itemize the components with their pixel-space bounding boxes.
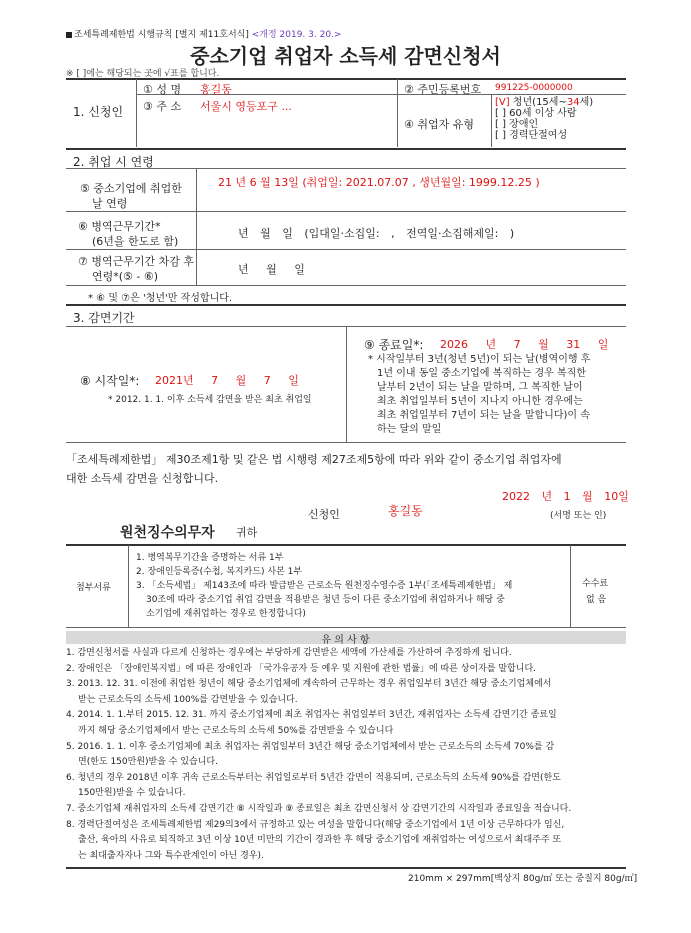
sign-note: (서명 또는 인) (550, 511, 607, 521)
sign-name[interactable]: 홍길동 (388, 504, 423, 518)
sign-label: 신청인 (308, 508, 340, 521)
notes-title: 유 의 사 항 (321, 635, 370, 646)
age-section-label: 2. 취업 시 연령 (73, 155, 154, 169)
address-value: 서울시 영등포구 ... (200, 100, 292, 113)
page-title: 중소기업 취업자 소득세 감면신청서 (190, 44, 501, 68)
row6-label-1: ⑥ 병역근무기간* (78, 220, 161, 233)
recipient: 원천징수의무자 (120, 525, 215, 541)
fee-label: 수수료 (582, 579, 609, 589)
type-option-career-break[interactable]: [ ] 경력단절여성 (495, 130, 568, 141)
name-label: ① 성 명 (143, 83, 182, 96)
row7-label-1: ⑦ 병역근무기간 차감 후 (78, 255, 194, 268)
type-option-senior[interactable]: [ ] 60세 이상 사람 (495, 108, 577, 119)
age-footnote: * ⑥ 및 ⑦은 '청년'만 작성합니다. (88, 293, 233, 304)
attachments-list: 1. 병역복무기간을 증명하는 서류 1부 2. 장애인등록증(수첩, 복지카드) 사본 1부 3. 「소득세법」 제143조에 따라 발급받은 근로소득 원천징수영수증 1부(「조세특례제한법」 제 30조에 따라 중소기업 취업 감면을 적용받은 청년 등이 다른 중소기업에 취업하거나 해당 중 소기업에 재취업하는 경우로 한정합니다) (136, 553, 513, 619)
row7-value: 년 월 일 (238, 263, 305, 276)
row7-label-2: 연령*(⑤ - ⑥) (92, 270, 159, 283)
recipient-suffix: 귀하 (236, 526, 258, 539)
type-option-youth[interactable]: [V] 청년(15세~34세) (495, 97, 594, 108)
rrn-value: 991225-0000000 (495, 83, 573, 93)
worker-type-label: ④ 취업자 유형 (404, 118, 474, 131)
paper-spec: 210mm × 297mm[백상지 80g/㎡ 또는 중질지 80g/㎡] (408, 874, 638, 884)
row6-value: 년 월 일 (입대일·소집일: , 전역일·소집해제일: ) (238, 227, 515, 240)
regulation-text: 조세특례제한법 시행규칙 [별지 제11호서식] (74, 30, 249, 40)
declaration-line-1: 「조세특례제한법」 제30조제1항 및 같은 법 시행령 제27조제5항에 따라 위와 같이 중소기업 취업자에 (66, 453, 562, 466)
declaration-date: 2022 년 1 월 10일 (502, 490, 629, 503)
end-label: ⑨ 종료일*: (364, 338, 424, 352)
fee-value: 없 음 (586, 595, 607, 605)
notes-list: 1. 감면신청서를 사실과 다르게 신청하는 경우에는 부당하게 감면받은 세액에 가산세를 가산하여 추징하게 됩니다. 2. 장애인은 「장애인복지법」에 따른 장애인과 「국가유공자 등 예우 및 지원에 관한 법률」에 따른 상이자를 말합니다. 3. 2013. 12. 31. 이전에 취업한 청년이 해당 중소기업체에 계속하여 근무하는 경우 취업일부터 3년간 해당 중소기업체에서 받는 근로소득의 소득세 100%를 감면받을 수 있습니다. 4. 2014. 1. 1.부터 2015. 12. 31. 까지 중소기업체에 최초 취업자는 취업일부터 3년간, 재취업자는 소득세 감면기간 종료일 까지 해당 중소기업체에서 받는 근로소득의 소득세 50%를 감면받을 수 있습니다 5. 2016. 1. 1. 이후 중소기업체에 최초 취업자는 취업일부터 3년간 해당 중소기업체에서 받는 근로소득의 소득세 70%를 감 면(한도 150만원)받을 수 있습니다. 6. 청년의 경우 2018년 이후 귀속 근로소득부터는 취업일로부터 5년간 감면이 적용되며, 근로소득의 소득세 90%를 감면(한도 150만원)받을 수 있습니다. 7. 중소기업체 재취업자의 소득세 감면기간 ⑧ 시작일과 ⑨ 종료일은 최초 감면신청서 상 감면기간의 시작일과 종료일을 적습니다. 8. 경력단절여성은 조세특례제한법 제29의3에서 규정하고 있는 여성을 말합니다(해당 중소기업에서 1년 이상 근무하다가 임신, 출산, 육아의 사유로 퇴직하고 3년 이상 10년 미만의 기간이 경과한 후 해당 중소기업에 재취업하는 여성으로서 최대주주 또 는 최대출자자나 그와 특수관계인이 아닌 경우). (66, 648, 572, 861)
applicant-section-label: 1. 신청인 (73, 105, 124, 119)
attachments-label: 첨부서류 (76, 583, 111, 593)
type-option-disabled[interactable]: [ ] 장애인 (495, 119, 539, 130)
row6-label-2: (6년을 한도로 함) (92, 235, 179, 248)
rrn-label: ② 주민등록번호 (404, 83, 482, 96)
declaration-line-2: 대한 소득세 감면을 신청합니다. (66, 472, 219, 485)
period-section-label: 3. 감면기간 (73, 311, 135, 325)
name-value: 홍길동 (200, 83, 232, 96)
start-label: ⑧ 시작일*: (80, 374, 140, 388)
square-bullet-icon (66, 32, 72, 38)
start-value: 2021년 7 월 7 일 (155, 374, 299, 387)
regulation-header (66, 27, 341, 40)
address-label: ③ 주 소 (143, 100, 182, 113)
start-note: * 2012. 1. 1. 이후 소득세 감면을 받은 최초 취업일 (108, 395, 312, 405)
end-note: * 시작일부터 3년(청년 5년)이 되는 날(병역이행 후 1년 이내 동일 중소기업에 복직하는 경우 복직한 날부터 2년이 되는 날을 말하며, 그 복직한 날이 최초 취업일부터 5년이 지나지 아니한 경우에는 최초 취업일부터 7년이 되는 날을 말합니다)이 속 하는 달의 말일 (368, 354, 591, 435)
check-note: ※ [ ]에는 해당되는 곳에 √표를 합니다. (66, 69, 220, 79)
worker-type-options (495, 97, 593, 141)
row5-label-2: 날 연령 (92, 197, 128, 210)
row5-value: 21 년 6 월 13일 (취업일: 2021.07.07 , 생년월일: 1999.12.25 ) (218, 176, 540, 189)
revision-text: <개정 2019. 3. 20.> (251, 30, 342, 40)
end-value: 2026 년 7 월 31 일 (440, 338, 609, 351)
row5-label-1: ⑤ 중소기업에 취업한 (80, 182, 182, 195)
